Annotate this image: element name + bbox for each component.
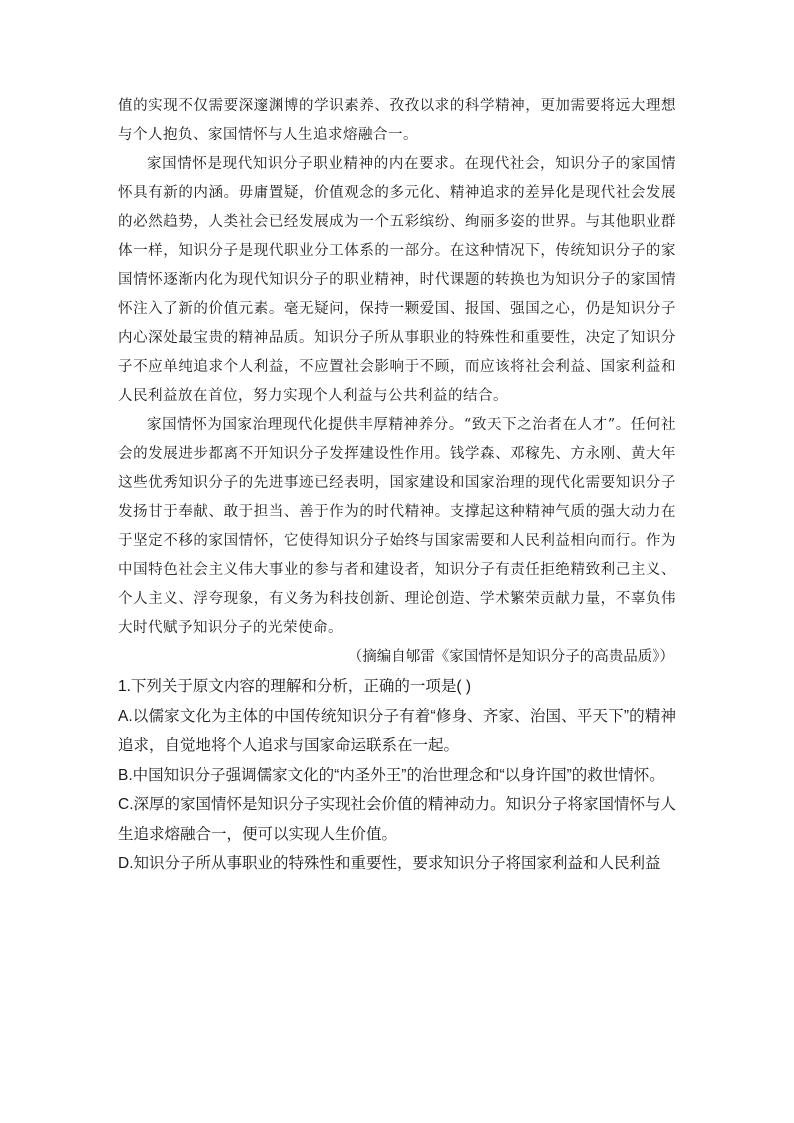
question-option-d: D.知识分子所从事职业的特殊性和重要性，要求知识分子将国家利益和人民利益 <box>118 855 661 872</box>
essay-paragraph-1: 值的实现不仅需要深邃渊博的学识素养、孜孜以求的科学精神，更加需要将远大理想与个人抱负、家国情怀与人生追求熔融合一。 <box>118 98 676 143</box>
question-option-b: B.中国知识分子强调儒家文化的“内圣外王”的治世理念和“以身许国”的救世情怀。 <box>118 766 665 784</box>
document-page <box>118 92 676 879</box>
essay-source-citation: （摘编自郇雷《家国情怀是知识分子的高贵品质》） <box>347 649 674 665</box>
essay-paragraph-2: 家国情怀是现代知识分子职业精神的内在要求。在现代社会，知识分子的家国情怀具有新的内涵。毋庸置疑，价值观念的多元化、精神追求的差异化是现代社会发展的必然趋势，人类社会已经发展成为一个五彩缤纷、绚丽多姿的世界。与其他职业群体一样，知识分子是现代职业分工体系的一部分。在这种情况下，传统知识分子的家国情怀逐渐内化为现代知识分子的职业精神，时代课题的转换也为知识分子的家国情怀注入了新的价值元素。毫无疑问，保持一颗爱国、报国、强国之心，仍是知识分子内心深处最宝贵的精神品质。知识分子所从事职业的特殊性和重要性，决定了知识分子不应单纯追求个人利益，不应置社会影响于不顾，而应该将社会利益、国家利益和人民利益放在首位，努力实现个人利益与公共利益的结合。 <box>118 156 676 404</box>
question-stem: 1.下列关于原文内容的理解和分析，正确的一项是( ) <box>118 678 472 695</box>
essay-body <box>118 92 676 643</box>
essay-paragraph-3: 家国情怀为国家治理现代化提供丰厚精神养分。“致天下之治者在人才”。任何社会的发展进步都离不开知识分子发挥建设性作用。钱学森、邓稼先、方永刚、黄大年这些优秀知识分子的先进事迹已经表明，国家建设和国家治理的现代化需要知识分子发扬甘于奉献、敢于担当、善于作为的时代精神。支撑起这种精神气质的强大动力在于坚定不移的家国情怀，它使得知识分子始终与国家需要和人民利益相向而行。作为中国特色社会主义伟大事业的参与者和建设者，知识分子有责任拒绝精致利己主义、个人主义、浮夸现象，有义务为科技创新、理论创造、学术繁荣贡献力量，不辜负伟大时代赋予知识分子的光荣使命。 <box>118 417 676 636</box>
question-option-c: C.深厚的家国情怀是知识分子实现社会价值的精神动力。知识分子将家国情怀与人生追求熔融合一，便可以实现人生价值。 <box>118 796 677 843</box>
question-block <box>118 672 676 879</box>
question-option-a: A.以儒家文化为主体的中国传统知识分子有着“修身、齐家、治国、平天下”的精神追求，自觉地将个人追求与国家命运联系在一起。 <box>118 707 676 754</box>
